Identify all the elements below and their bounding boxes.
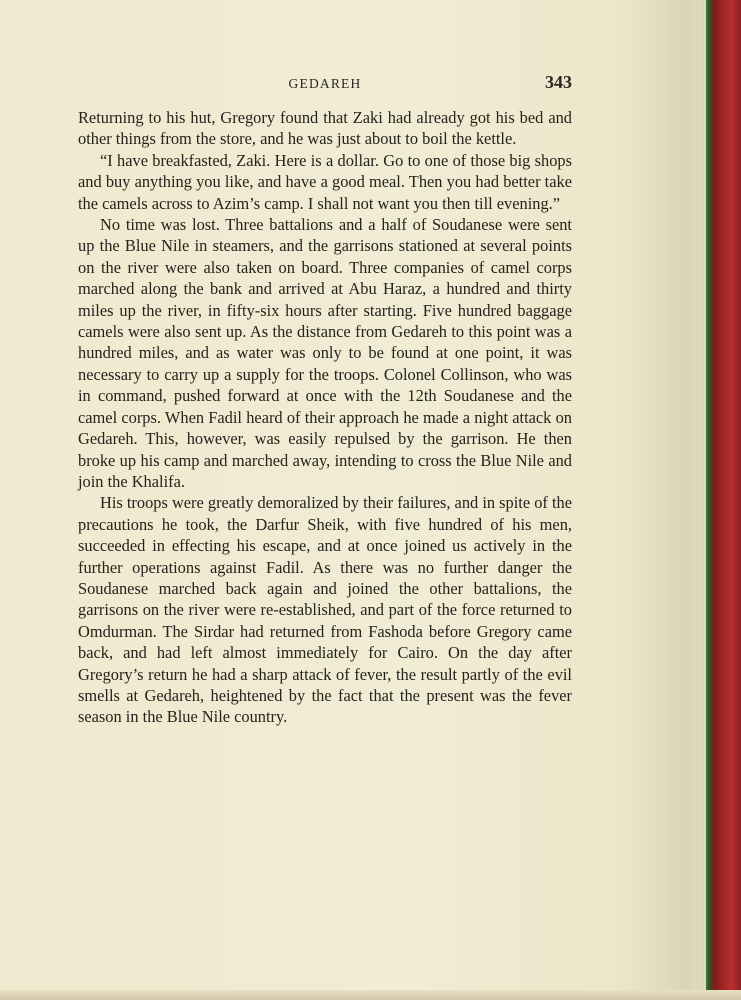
paragraph: No time was lost. Three battalions and a half of Soudanese were sent up the Blue Nile in steamers, and the garrisons stationed at several points on the river were also taken on board. Three companies of camel corps marched along the bank and arrived at Abu Haraz, a hundred and thirty miles up the river, in fifty-six hours after starting. Five hundred baggage camels were also sent up. As the distance from Gedareh to this point was a hundred miles, and as water was only to be found at one point, it was necessary to carry up a supply for the troops. Colonel Collinson, who was in command, pushed forward at once with the 12th Soudanese and the camel corps. When Fadil heard of their approach he made a night attack on Gedareh. This, however, was easily repulsed by the garrison. He then broke up his camp and marched away, intending to cross the Blue Nile and join the Khalifa.	[78, 215, 572, 491]
running-head: GEDAREH	[288, 76, 362, 91]
paragraph: Returning to his hut, Gregory found that Zaki had already got his bed and other things from the store, and he was just about to boil the kettle.	[78, 108, 572, 149]
page-number: 343	[545, 72, 572, 92]
paragraph: His troops were greatly demoralized by their failures, and in spite of the precautions he took, the Darfur Sheik, with five hundred of his men, succeeded in effecting his escape, and at once joined us actively in the further operations against Fadil. As there was no further danger the Soudanese marched back again and joined the other battalions, the garrisons on the river were re-established, and part of the force returned to Omdurman. The Sirdar had returned from Fashoda before Gregory came back, and had left almost immediately for Cairo. On the day after Gregory’s return he had a sharp attack of fever, the result partly of the evil smells at Gedareh, heightened by the fact that the present was the fever season in the Blue Nile country.	[78, 493, 572, 727]
body-text	[78, 107, 572, 728]
book-spine	[706, 0, 741, 1000]
paragraph: “I have breakfasted, Zaki. Here is a dollar. Go to one of those big shops and buy anything you like, and have a good meal. Then you had better take the camels across to Azim’s camp. I shall not want you then till evening.”	[78, 150, 572, 213]
page-header	[78, 70, 572, 96]
page-bottom-edge	[0, 990, 741, 1000]
